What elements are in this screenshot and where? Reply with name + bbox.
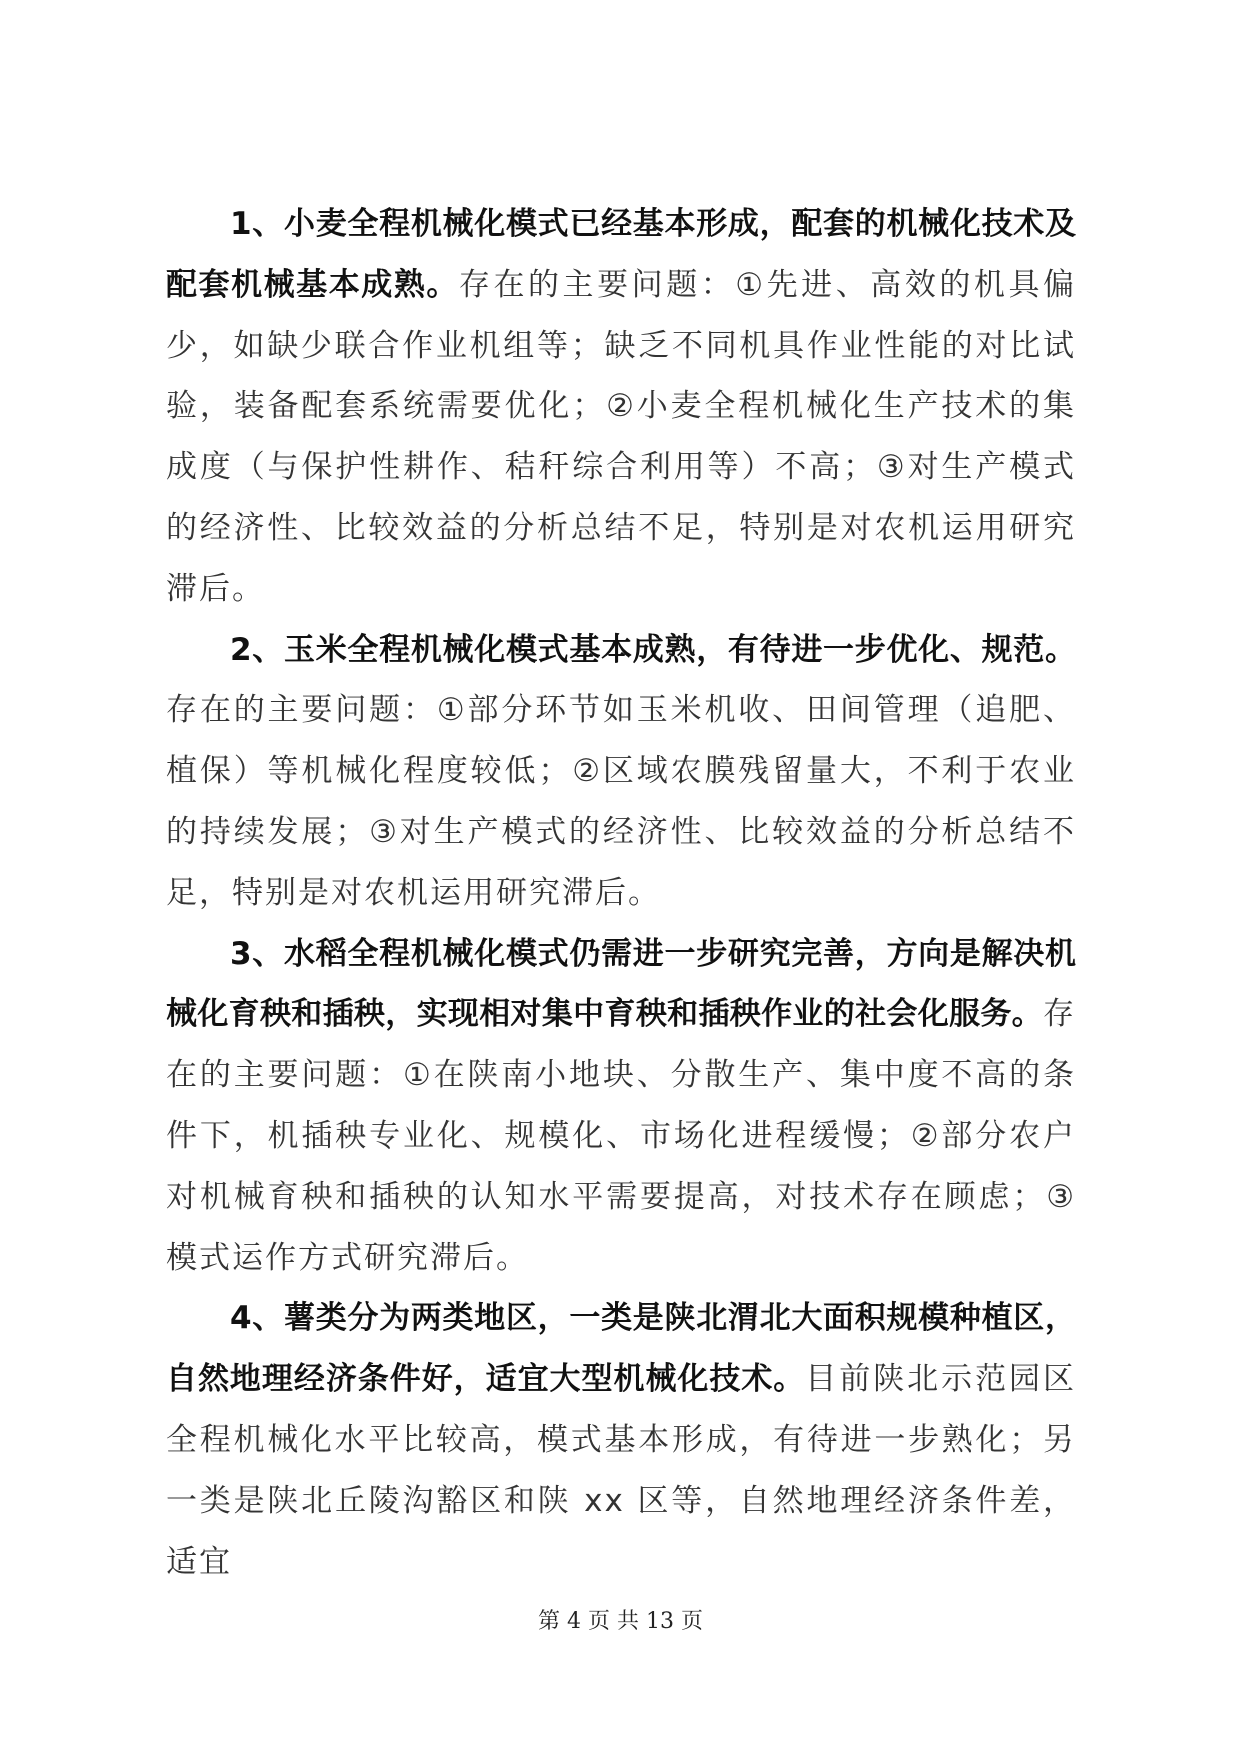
page-number-label: 第 4 页 共 13 页 [538,1609,703,1634]
paragraph-lead: 3、水稻全程机械化模式仍需进一步研究完善，方向是解决机械化育秧和插秧，实现相对集中育秧和插秧作业的社会化服务。 [166,935,1076,1033]
paragraph-wheat [166,194,1076,620]
paragraph-body: 存在的主要问题：①在陕南小地块、分散生产、集中度不高的条件下，机插秧专业化、规模化、市场化进程缓慢；②部分农户对机械育秧和插秧的认知水平需要提高，对技术存在顾虑；③模式运作方式研究滞后。 [166,996,1076,1276]
paragraph-body: 存在的主要问题：①部分环节如玉米机收、田间管理（追肥、植保）等机械化程度较低；②区域农膜残留量大，不利于农业的持续发展；③对生产模式的经济性、比较效益的分析总结不足，特别是对农机运用研究滞后。 [166,692,1076,911]
paragraph-lead: 4、薯类分为两类地区，一类是陕北渭北大面积规模种植区，自然地理经济条件好，适宜大型机械化技术。 [166,1300,1076,1398]
paragraph-potato [166,1288,1076,1592]
paragraph-rice [166,924,1076,1289]
paragraph-body: 存在的主要问题：①先进、高效的机具偏少，如缺少联合作业机组等；缺乏不同机具作业性能的对比试验，装备配套系统需要优化；②小麦全程机械化生产技术的集成度（与保护性耕作、秸秆综合利用等）不高；③对生产模式的经济性、比较效益的分析总结不足，特别是对农机运用研究滞后。 [166,266,1076,607]
page-footer [0,1604,1241,1635]
paragraph-lead: 1、小麦全程机械化模式已经基本形成，配套的机械化技术及配套机械基本成熟。 [166,206,1076,303]
paragraph-body: 目前陕北示范园区全程机械化水平比较高，模式基本形成，有待进一步熟化；另一类是陕北丘陵沟豁区和陕 xx 区等，自然地理经济条件差，适宜 [166,1361,1077,1580]
paragraph-corn [166,620,1076,924]
document-body [166,194,1076,1592]
paragraph-lead: 2、玉米全程机械化模式基本成熟，有待进一步优化、规范。 [230,631,1076,668]
